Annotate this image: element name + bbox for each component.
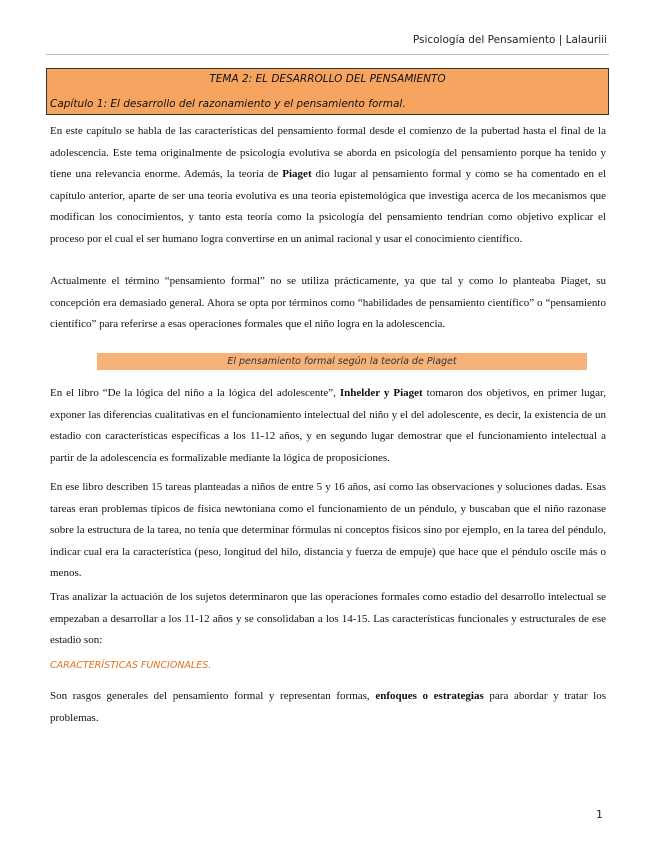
paragraph-functional [50, 686, 606, 729]
text-run: En este capítulo se habla de las características del pensamiento formal desde el comienzo de la pubertad hasta el final de la adolescencia. Este tema originalmente de psicología evolutiva se aborda en psicología del pensamiento porque ha tenido y tiene una relevancia enorme. Además, la teoría de [50, 125, 606, 180]
paragraph-tasks: En ese libro describen 15 tareas planteadas a niños de entre 5 y 16 años, así como las observaciones y soluciones dadas. Esas tareas eran problemas típicos de física newtoniana como el funcionamiento de un péndulo, y buscaban que el niño razonase sobre la estructura de la tarea, no tenía que determinar fórmulas ni conceptos físicos sino por ejemplo, en la tarea del péndulo, indicar cual era la característica (peso, longitud del hilo, distancia y fuerza de empuje) que hace que el péndulo oscile más o menos. [50, 481, 606, 579]
text-run: En el libro “De la lógica del niño a la lógica del adolescente”, [50, 387, 340, 399]
bold-text-run: enfoques o estrategias [375, 690, 484, 702]
paragraph-analysis: Tras analizar la actuación de los sujetos determinaron que las operaciones formales como estadio del desarrollo intelectual se empezaban a desarrollar a los 11-12 años y se consolidaban a los 14-15. Las características funcionales y estructurales de ese estadio son: [50, 591, 606, 646]
paragraph-intro [50, 121, 606, 250]
running-header: Psicología del Pensamiento | Lalauriii [412, 34, 607, 46]
header-divider [46, 54, 609, 55]
topic-title: TEMA 2: EL DESARROLLO DEL PENSAMIENTO [209, 73, 446, 85]
paragraph-book [50, 383, 606, 469]
text-run: para abordar y tratar los problemas. [50, 690, 607, 724]
bold-text-run: Inhelder y Piaget [339, 387, 423, 399]
text-run: tomaron dos objetivos, en primer lugar, exponer las diferencias cualitativas en el funcionamiento intelectual del niño y el del adolescente, es decir, la existencia de un estadio con características específicas a los 11-12 años, y en segundo lugar demostrar que el funcionamiento intelectual a partir de la adolescencia es formalizable mediante la lógica de proposiciones. [50, 387, 606, 464]
chapter-title-box [46, 68, 609, 115]
text-run: dio lugar al pensamiento formal y como se ha comentado en el capítulo anterior, aparte de ser una teoría evolutiva es una teoría epistemológica que investiga acerca de los mecanismos que modifican los conocimientos, y tanto esta teoría como la psicología del pensamiento tendrían como objetivo explicar el proceso por el cual el ser humano logra convertirse en un animal racional y usar el conocimiento científico. [50, 168, 607, 245]
chapter-title: Capítulo 1: El desarrollo del razonamiento y el pensamiento formal. [50, 98, 406, 110]
paragraph-current-term: Actualmente el término “pensamiento formal” no se utiliza prácticamente, ya que tal y como lo planteaba Piaget, su concepción era demasiado general. Ahora se opta por términos como “habilidades de pensamiento científico” o “pensamiento científico” para referirse a esas operaciones formales que el niño logra en la adolescencia. [50, 275, 606, 330]
text-run: Son rasgos generales del pensamiento formal y representan formas, [50, 690, 376, 702]
subheading-functional: CARACTERÍSTICAS FUNCIONALES. [50, 660, 212, 671]
section-heading: El pensamiento formal según la teoría de Piaget [97, 353, 587, 370]
bold-text-run: Piaget [282, 168, 312, 180]
page-number: 1 [596, 808, 603, 821]
